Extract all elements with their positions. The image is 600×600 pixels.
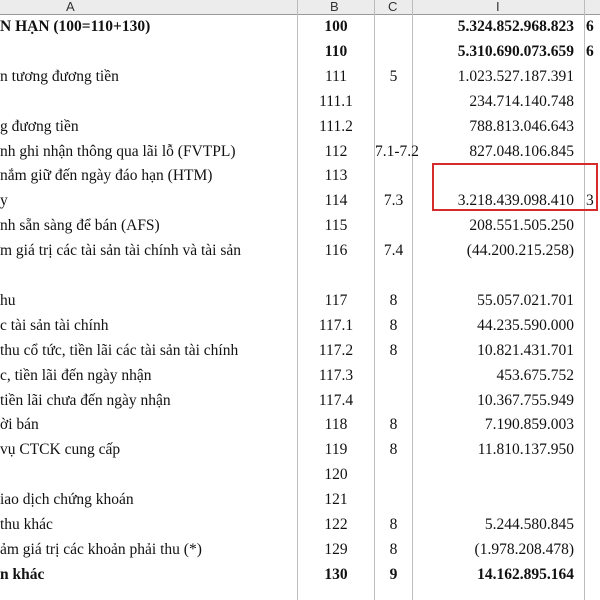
row-code[interactable]: 120: [324, 466, 348, 484]
row-note[interactable]: [375, 213, 412, 239]
row-label[interactable]: thu khác: [0, 516, 53, 533]
table-row: [0, 363, 600, 389]
row-code[interactable]: 130: [324, 565, 348, 583]
row-code[interactable]: 112: [324, 142, 348, 160]
row-note[interactable]: [375, 39, 412, 65]
row-label[interactable]: tiền lãi chưa đến ngày nhận: [0, 391, 171, 409]
row-code[interactable]: 117.1: [318, 316, 354, 334]
row-amount[interactable]: 44.235.590.000: [477, 316, 574, 334]
row-code[interactable]: 117.3: [318, 366, 354, 384]
row-code[interactable]: 117.2: [318, 341, 354, 359]
row-label[interactable]: N HẠN (100=110+130): [0, 18, 151, 35]
row-amount[interactable]: 827.048.106.845: [469, 142, 574, 160]
row-label[interactable]: ời bán: [0, 416, 39, 434]
row-amount[interactable]: 10.821.431.701: [477, 341, 574, 359]
row-extra[interactable]: 6: [586, 18, 594, 35]
row-extra[interactable]: [586, 388, 600, 414]
row-extra[interactable]: [586, 412, 600, 438]
row-amount[interactable]: 453.675.752: [496, 366, 574, 384]
row-label[interactable]: g đương tiền: [0, 117, 79, 135]
table-row: [0, 313, 600, 339]
row-extra[interactable]: [586, 89, 600, 115]
row-code[interactable]: 118: [324, 416, 348, 434]
row-extra[interactable]: [586, 114, 600, 140]
column-header-a[interactable]: A: [66, 0, 75, 14]
row-note[interactable]: [375, 14, 412, 40]
row-extra[interactable]: [586, 338, 600, 364]
row-note[interactable]: 8: [389, 341, 398, 359]
row-extra[interactable]: [586, 487, 600, 513]
row-label[interactable]: m giá trị các tài sản tài chính và tài sản: [0, 242, 242, 260]
table-row: [0, 338, 600, 364]
row-note[interactable]: 7.1-7.2: [375, 142, 419, 160]
row-code[interactable]: 113: [324, 167, 348, 185]
row-label[interactable]: c, tiền lãi đến ngày nhận: [0, 366, 152, 384]
row-note[interactable]: 9: [389, 565, 398, 583]
row-note[interactable]: 8: [389, 516, 398, 533]
row-amount[interactable]: 5.310.690.073.659: [457, 42, 574, 60]
row-code[interactable]: 129: [324, 540, 348, 558]
table-row: [0, 213, 600, 239]
table-row: [0, 462, 600, 488]
row-extra[interactable]: [586, 512, 600, 538]
row-note[interactable]: [375, 263, 412, 289]
row-extra[interactable]: [586, 313, 600, 339]
table-row: [0, 14, 600, 40]
row-code[interactable]: 115: [324, 217, 348, 235]
table-row: [0, 512, 600, 538]
row-code[interactable]: 110: [324, 42, 348, 60]
row-note[interactable]: 8: [389, 416, 398, 434]
row-note[interactable]: [375, 363, 412, 389]
row-amount[interactable]: [413, 263, 574, 289]
row-extra[interactable]: [586, 213, 600, 239]
row-extra[interactable]: 3: [586, 192, 594, 210]
row-note[interactable]: [375, 89, 412, 115]
row-amount[interactable]: [413, 487, 574, 513]
row-amount[interactable]: 11.810.137.950: [477, 441, 574, 459]
column-header-c[interactable]: C: [388, 0, 398, 14]
row-code[interactable]: 121: [324, 491, 348, 509]
row-code[interactable]: 116: [324, 242, 348, 260]
table-row: [0, 89, 600, 115]
table-row: [0, 263, 600, 289]
row-amount[interactable]: 5.244.580.845: [484, 516, 574, 533]
row-code[interactable]: 117: [324, 291, 348, 309]
row-label[interactable]: [0, 89, 297, 115]
row-code[interactable]: 117.4: [318, 391, 354, 409]
row-label[interactable]: y: [0, 192, 8, 210]
row-note[interactable]: [375, 462, 412, 488]
row-code[interactable]: 111.2: [319, 117, 353, 135]
row-amount[interactable]: 234.714.140.748: [469, 92, 574, 110]
row-amount[interactable]: 208.551.505.250: [469, 217, 574, 235]
row-amount[interactable]: 7.190.859.003: [484, 416, 574, 434]
table-row: [0, 288, 600, 314]
row-amount[interactable]: 55.057.021.701: [477, 291, 574, 309]
row-label[interactable]: n khác: [0, 565, 45, 583]
row-code[interactable]: 119: [324, 441, 348, 459]
table-row: [0, 139, 600, 165]
row-extra[interactable]: [586, 64, 600, 90]
table-row: [0, 114, 600, 140]
row-label[interactable]: c tài sản tài chính: [0, 316, 109, 334]
row-amount[interactable]: 1.023.527.187.391: [457, 67, 574, 85]
row-code[interactable]: 111: [324, 67, 348, 85]
column-header-b[interactable]: B: [330, 0, 339, 14]
row-note[interactable]: [375, 487, 412, 513]
row-extra[interactable]: [586, 537, 600, 563]
row-label[interactable]: nh ghi nhận thông qua lãi lỗ (FVTPL): [0, 142, 236, 160]
row-label[interactable]: ảm giá trị các khoản phải thu (*): [0, 540, 202, 558]
highlight-box: [432, 163, 598, 211]
table-row: [0, 39, 600, 65]
row-note[interactable]: 8: [389, 316, 398, 334]
row-extra[interactable]: [586, 263, 600, 289]
row-extra[interactable]: [586, 562, 600, 588]
table-row: [0, 412, 600, 438]
row-code[interactable]: 114: [324, 192, 348, 210]
row-label[interactable]: hu: [0, 291, 16, 309]
row-note[interactable]: [375, 163, 412, 189]
row-amount[interactable]: 3.218.439.098.410: [457, 192, 574, 210]
table-row: [0, 388, 600, 414]
row-label[interactable]: [0, 462, 297, 488]
row-label[interactable]: [0, 263, 297, 289]
table-row: [0, 562, 600, 588]
row-amount[interactable]: 10.367.755.949: [477, 391, 574, 409]
row-extra[interactable]: [586, 462, 600, 488]
row-extra[interactable]: [586, 139, 600, 165]
table-row: [0, 537, 600, 563]
row-amount[interactable]: 14.162.895.164: [477, 565, 574, 583]
row-label[interactable]: iao dịch chứng khoán: [0, 491, 134, 509]
row-extra[interactable]: [586, 288, 600, 314]
row-note[interactable]: 8: [389, 540, 398, 558]
table-row: [0, 64, 600, 90]
row-code[interactable]: 100: [324, 18, 348, 35]
row-amount[interactable]: (44.200.215.258): [466, 242, 574, 260]
row-code[interactable]: 122: [324, 516, 348, 533]
row-note[interactable]: [375, 114, 412, 140]
row-amount[interactable]: (1.978.208.478): [474, 540, 574, 558]
row-note[interactable]: 5: [389, 67, 398, 85]
row-extra[interactable]: [586, 238, 600, 264]
column-header-bar: [0, 0, 600, 15]
row-extra[interactable]: 6: [586, 42, 594, 60]
table-row: [0, 437, 600, 463]
row-code[interactable]: [298, 263, 374, 289]
row-amount[interactable]: 788.813.046.643: [469, 117, 574, 135]
row-amount[interactable]: [413, 462, 574, 488]
row-note[interactable]: 8: [389, 441, 398, 459]
row-extra[interactable]: [586, 437, 600, 463]
table-row: [0, 487, 600, 513]
row-label[interactable]: n tương đương tiền: [0, 67, 119, 85]
row-code[interactable]: 111.1: [319, 92, 353, 110]
row-label[interactable]: vụ CTCK cung cấp: [0, 441, 121, 459]
row-note[interactable]: 7.4: [383, 242, 404, 260]
row-label[interactable]: nh sẵn sàng để bán (AFS): [0, 217, 160, 235]
column-header-i[interactable]: I: [496, 0, 500, 14]
row-extra[interactable]: [586, 363, 600, 389]
table-row: [0, 238, 600, 264]
row-label[interactable]: thu cổ tức, tiền lãi các tài sản tài chính: [0, 341, 239, 359]
row-note[interactable]: 8: [389, 291, 398, 309]
row-note[interactable]: [375, 388, 412, 414]
row-label[interactable]: [0, 39, 297, 65]
row-amount[interactable]: 5.324.852.968.823: [457, 18, 574, 35]
row-note[interactable]: 7.3: [383, 192, 404, 210]
row-label[interactable]: nắm giữ đến ngày đáo hạn (HTM): [0, 167, 213, 185]
